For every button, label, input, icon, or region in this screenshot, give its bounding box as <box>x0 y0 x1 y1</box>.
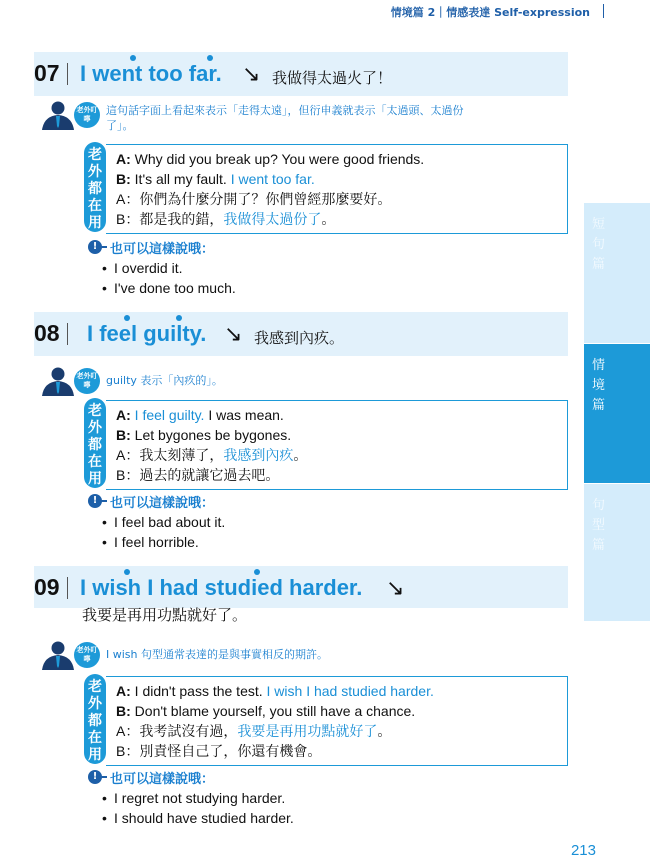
speaker-label: A: <box>116 151 131 167</box>
dialogue-block <box>84 142 568 234</box>
exclamation-icon: ! <box>88 240 102 254</box>
side-tab-char: 篇 <box>592 538 606 553</box>
dialogue-text: It's all my fault. <box>130 171 231 187</box>
speaker-label: B: <box>116 703 131 719</box>
section-08 <box>34 312 568 356</box>
alternatives-block <box>88 238 236 298</box>
speaker-label: A: <box>116 407 131 423</box>
dialogue-line-b-en <box>116 701 567 721</box>
label-char: 用 <box>88 747 102 763</box>
dialogue-line-b-en <box>116 425 567 445</box>
exclamation-icon: ! <box>88 494 102 508</box>
dialogue-line-a-zh <box>116 721 567 741</box>
falling-intonation-arrow-icon: ↘ <box>224 322 243 347</box>
dialogue-line-b-zh <box>116 209 567 229</box>
phrase-number: 07 <box>34 60 60 86</box>
side-tab-char: 型 <box>592 518 606 533</box>
dialogue-text: Why did you break up? You were good friends. <box>130 151 425 167</box>
exclamation-icon: ! <box>88 770 102 784</box>
highlighted-phrase: 我做得太過份了 <box>223 211 322 227</box>
alternative-item: • I feel horrible. <box>88 532 225 552</box>
advice-badge: 老外叮嚀 <box>74 102 100 128</box>
speaker-label: B: <box>116 427 131 443</box>
side-tab-char: 境 <box>592 378 606 393</box>
dialogue-text: 。 <box>321 211 336 227</box>
dialogue-box <box>106 400 568 490</box>
note-row <box>38 366 568 398</box>
running-head-bar <box>603 4 604 18</box>
label-char: 外 <box>88 164 102 180</box>
dialogue-line-b-zh: B：別責怪自己了，你還有機會。 <box>116 743 322 759</box>
dialogue-text: 。 <box>377 723 392 739</box>
side-tab-char: 短 <box>592 217 606 232</box>
person-icon <box>38 366 78 396</box>
note-line: 了」。 <box>106 119 134 132</box>
note-line: guilty 表示「內疚的」。 <box>106 374 223 387</box>
phrase-translation: 我感到內疚。 <box>254 329 345 347</box>
falling-intonation-arrow-icon: ↘ <box>386 576 405 601</box>
dialogue-text: 。 <box>293 447 308 463</box>
alternatives-block <box>88 768 294 828</box>
phrase-bar <box>34 312 568 356</box>
phrase-text: I feel guilty. <box>87 321 207 346</box>
note-row <box>38 640 568 672</box>
number-divider <box>67 323 68 345</box>
alternative-item: • I overdid it. <box>88 258 236 278</box>
dialogue-text: I was mean. <box>204 407 284 423</box>
number-divider <box>67 63 68 85</box>
dialogue-block <box>84 674 568 766</box>
phrase-bar <box>34 52 568 96</box>
phrase-translation: 我要是再用功點就好了。 <box>82 606 248 624</box>
highlighted-phrase: 我要是再用功點就好了 <box>237 723 378 739</box>
dialogue-line-a-en <box>116 149 567 169</box>
highlighted-phrase: I wish I had studied harder. <box>266 683 434 699</box>
dialogue-label <box>84 674 106 764</box>
dialogue-text: I didn't pass the test. <box>130 683 267 699</box>
dialogue-line-a-en <box>116 681 567 701</box>
label-char: 都 <box>88 437 102 453</box>
side-tab-char: 句 <box>592 237 606 252</box>
running-head <box>391 4 590 20</box>
alternatives-heading <box>88 768 294 788</box>
dialogue-label <box>84 142 106 232</box>
alternatives-heading <box>88 492 225 512</box>
dialogue-text: Don't blame yourself, you still have a chance. <box>130 703 416 719</box>
speaker-label: B: <box>116 171 131 187</box>
advice-badge: 老外叮嚀 <box>74 368 100 394</box>
side-tab-char: 篇 <box>592 398 606 413</box>
label-char: 都 <box>88 181 102 197</box>
label-char: 老 <box>88 679 102 695</box>
side-tab-char: 篇 <box>592 257 606 272</box>
dialogue-text: Let bygones be bygones. <box>130 427 292 443</box>
speaker-label: A: <box>116 683 131 699</box>
label-char: 老 <box>88 147 102 163</box>
note-text <box>106 647 566 662</box>
dialogue-text: B：都是我的錯， <box>116 211 224 227</box>
highlighted-phrase: I feel guilty. <box>134 407 205 423</box>
side-tab-short-phrases[interactable] <box>584 203 650 343</box>
advice-badge: 老外叮嚀 <box>74 642 100 668</box>
dialogue-text: A：我考試沒有過， <box>116 723 238 739</box>
highlighted-phrase: I went too far. <box>230 171 315 187</box>
dialogue-block <box>84 398 568 490</box>
note-row <box>38 100 568 140</box>
alternatives-block <box>88 492 225 552</box>
label-char: 都 <box>88 713 102 729</box>
highlighted-phrase: 我感到內疚 <box>223 447 294 463</box>
alternative-item: • I feel bad about it. <box>88 512 225 532</box>
alternatives-heading-text: 也可以這樣說哦： <box>110 496 215 511</box>
dialogue-box <box>106 144 568 234</box>
note-line: 這句話字面上看起來表示「走得太遠」，但衍申義就表示「太過頭、太過份 <box>106 104 464 117</box>
label-char: 用 <box>88 215 102 231</box>
dialogue-line-b-zh: B：過去的就讓它過去吧。 <box>116 467 280 483</box>
dialogue-text: A：我太刻薄了， <box>116 447 224 463</box>
side-tab-sentence-patterns[interactable] <box>584 484 650 621</box>
phrase-number: 08 <box>34 320 60 346</box>
section-07 <box>34 52 568 96</box>
running-head-text: 情境篇 2｜情感表達 Self-expression <box>390 6 590 19</box>
phrase-text: I went too far. <box>80 61 222 86</box>
label-char: 外 <box>88 696 102 712</box>
label-char: 在 <box>88 198 102 214</box>
page-number: 213 <box>570 842 596 859</box>
phrase-number: 09 <box>34 574 60 600</box>
alternatives-heading <box>88 238 236 258</box>
side-tab-char: 情 <box>592 358 606 373</box>
label-char: 在 <box>88 454 102 470</box>
dialogue-label <box>84 398 106 488</box>
person-icon <box>38 640 78 670</box>
dialogue-box <box>106 676 568 766</box>
label-char: 老 <box>88 403 102 419</box>
phrase-translation: 我做得太過火了！ <box>272 69 393 87</box>
person-icon <box>38 100 78 130</box>
note-text <box>106 373 566 388</box>
number-divider <box>67 577 68 599</box>
side-tab-char: 句 <box>592 498 606 513</box>
dialogue-line-a-zh <box>116 445 567 465</box>
falling-intonation-arrow-icon: ↘ <box>242 62 261 87</box>
note-line: I wish 句型通常表達的是與事實相反的期許。 <box>106 648 328 661</box>
alternatives-heading-text: 也可以這樣說哦： <box>110 772 215 787</box>
label-char: 用 <box>88 471 102 487</box>
label-char: 在 <box>88 730 102 746</box>
dialogue-line-a-zh: A：你們為什麼分開了？你們曾經那麼要好。 <box>116 191 392 207</box>
section-09 <box>34 566 568 624</box>
alternative-item: • I regret not studying harder. <box>88 788 294 808</box>
label-char: 外 <box>88 420 102 436</box>
dialogue-line-a-en <box>116 405 567 425</box>
note-text <box>106 103 566 133</box>
phrase-text: I wish I had studied harder. <box>80 575 363 600</box>
alternative-item: • I should have studied harder. <box>88 808 294 828</box>
dialogue-line-b-en <box>116 169 567 189</box>
phrase-bar <box>34 566 568 608</box>
alternative-item: • I've done too much. <box>88 278 236 298</box>
alternatives-heading-text: 也可以這樣說哦： <box>110 242 215 257</box>
side-tab-situations[interactable] <box>584 344 650 483</box>
